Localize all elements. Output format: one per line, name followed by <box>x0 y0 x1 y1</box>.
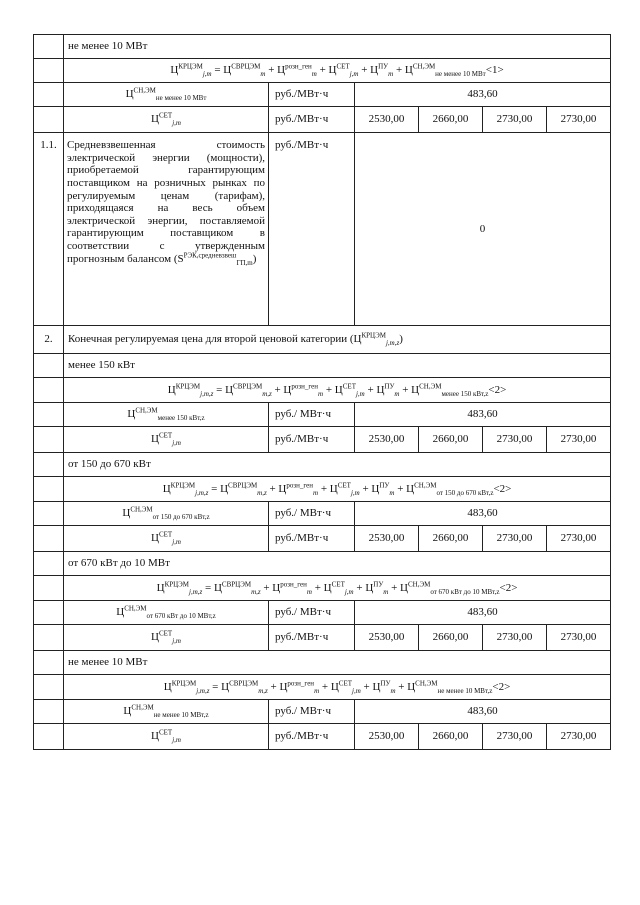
price-formula: $Ц^{КРЦЭМ}_{j,m} = Ц^{СВРЦЭМ}_m + Ц^{розн\_ген}_m + Ц^{СЕТ}_{j,m} + Ц^{ПУ}_m + Ц^{СН,ЭМ}_{не менее 10 МВт}<1>$ <box>64 59 611 83</box>
set-symbol: $Ц^{СЕТ}_{j,m}$ <box>64 625 269 651</box>
set-row <box>34 427 611 453</box>
row-index: 1.1. <box>34 133 64 326</box>
footnote-ref: <1> <box>485 64 504 77</box>
set-value: 2730,00 <box>483 526 547 552</box>
sn-row <box>34 502 611 526</box>
set-value: 2730,00 <box>547 427 611 453</box>
price-formula: $Ц^{КРЦЭМ}_{j,m,z} = Ц^{СВРЦЭМ}_{m,z} + Ц^{розн\_ген}_m + Ц^{СЕТ}_{j,m} + Ц^{ПУ}_m + Ц^{СН,ЭМ}_{от 150 до 670 кВт,z}<2>$ <box>64 477 611 502</box>
sn-row <box>34 83 611 107</box>
formula-row <box>34 675 611 700</box>
index-cell <box>34 403 64 427</box>
index-cell <box>34 59 64 83</box>
set-value: 2730,00 <box>483 724 547 750</box>
set-row <box>34 724 611 750</box>
index-cell <box>34 552 64 576</box>
unit-cell: руб./МВт·ч <box>269 107 355 133</box>
set-value: 2660,00 <box>419 107 483 133</box>
footnote-ref: <2> <box>493 482 512 495</box>
segment-label: от 150 до 670 кВт <box>64 453 611 477</box>
unit-cell: руб./ МВт·ч <box>269 601 355 625</box>
sn-value: 483,60 <box>355 700 611 724</box>
set-value: 2730,00 <box>483 625 547 651</box>
set-row <box>34 107 611 133</box>
set-value: 2730,00 <box>547 107 611 133</box>
price-formula: $Ц^{КРЦЭМ}_{j,m,z} = Ц^{СВРЦЭМ}_{m,z} + Ц^{розн\_ген}_m + Ц^{СЕТ}_{j,m} + Ц^{ПУ}_m + Ц^{СН,ЭМ}_{не менее 10 МВт,z}<2>$ <box>64 675 611 700</box>
set-value: 2660,00 <box>419 724 483 750</box>
footnote-ref: <2> <box>499 581 518 594</box>
sn-symbol: $Ц^{СН,ЭМ}_{менее 150 кВт,z}$ <box>64 403 269 427</box>
set-row <box>34 526 611 552</box>
formula-row <box>34 59 611 83</box>
set-value: 2730,00 <box>547 526 611 552</box>
set-symbol: $Ц^{СЕТ}_{j,m}$ <box>64 724 269 750</box>
sn-value: 483,60 <box>355 502 611 526</box>
sn-symbol: $Ц^{СН,ЭМ}_{от 670 кВт до 10 МВт,z}$ <box>64 601 269 625</box>
formula-row <box>34 378 611 403</box>
set-value: 2660,00 <box>419 625 483 651</box>
sn-value: 483,60 <box>355 403 611 427</box>
unit-cell: руб./МВт·ч <box>269 724 355 750</box>
sn-symbol: $Ц^{СН,ЭМ}_{не менее 10 МВт}$ <box>64 83 269 107</box>
index-cell <box>34 427 64 453</box>
set-value: 2530,00 <box>355 625 419 651</box>
set-symbol: $Ц^{СЕТ}_{j,m}$ <box>64 427 269 453</box>
set-symbol: $Ц^{СЕТ}_{j,m}$ <box>64 526 269 552</box>
unit-cell: руб./ МВт·ч <box>269 700 355 724</box>
set-value: 2530,00 <box>355 526 419 552</box>
sn-value: 483,60 <box>355 601 611 625</box>
unit-cell: руб./МВт·ч <box>269 133 355 326</box>
index-cell <box>34 724 64 750</box>
sn-row <box>34 601 611 625</box>
set-value: 2530,00 <box>355 724 419 750</box>
formula-row <box>34 477 611 502</box>
row-index: 2. <box>34 326 64 354</box>
segment-header-row <box>34 651 611 675</box>
set-row <box>34 625 611 651</box>
unit-cell: руб./МВт·ч <box>269 526 355 552</box>
index-cell <box>34 378 64 403</box>
index-cell <box>34 107 64 133</box>
segment-label: не менее 10 МВт <box>64 35 611 59</box>
sn-symbol: $Ц^{СН,ЭМ}_{от 150 до 670 кВт,z}$ <box>64 502 269 526</box>
set-value: 2730,00 <box>483 107 547 133</box>
segment-header-row <box>34 35 611 59</box>
segment-header-row <box>34 453 611 477</box>
sn-row <box>34 700 611 724</box>
index-cell <box>34 502 64 526</box>
segment-label: не менее 10 МВт <box>64 651 611 675</box>
row-value: 0 <box>355 133 611 326</box>
set-symbol: $Ц^{СЕТ}_{j,m}$ <box>64 107 269 133</box>
footnote-ref: <2> <box>492 680 511 693</box>
set-value: 2730,00 <box>483 427 547 453</box>
unit-cell: руб./МВт·ч <box>269 427 355 453</box>
index-cell <box>34 675 64 700</box>
index-cell <box>34 625 64 651</box>
sn-symbol: $Ц^{СН,ЭМ}_{не менее 10 МВт,z}$ <box>64 700 269 724</box>
price-formula: $Ц^{КРЦЭМ}_{j,m,z} = Ц^{СВРЦЭМ}_{m,z} + Ц^{розн\_ген}_m + Ц^{СЕТ}_{j,m} + Ц^{ПУ}_m + Ц^{СН,ЭМ}_{менее 150 кВт,z}<2>$ <box>64 378 611 403</box>
segment-label: менее 150 кВт <box>64 354 611 378</box>
set-value: 2530,00 <box>355 427 419 453</box>
row-2 <box>34 326 611 354</box>
index-cell <box>34 526 64 552</box>
unit-cell: руб./ МВт·ч <box>269 502 355 526</box>
set-value: 2530,00 <box>355 107 419 133</box>
segment-header-row <box>34 552 611 576</box>
formula-row <box>34 576 611 601</box>
index-cell <box>34 700 64 724</box>
tariff-table <box>33 34 611 750</box>
index-cell <box>34 354 64 378</box>
set-value: 2660,00 <box>419 526 483 552</box>
row-description: Средневзвешенная стоимость электрической энергии (мощности), приобретаемой гарантирующим поставщиком на розничных рынках по регулируемым ценам (тарифам), приходящаяся на весь объем электрической энергии, поставляемой гарантирующим поставщиком в соответствии с утвержденным прогнозным балансом $(S^{РЭК,средневзвеш}_{ГП,m})$ <box>64 133 269 326</box>
index-cell <box>34 576 64 601</box>
index-cell <box>34 453 64 477</box>
index-cell <box>34 35 64 59</box>
footnote-ref: <2> <box>488 383 507 396</box>
price-formula: $Ц^{КРЦЭМ}_{j,m,z} = Ц^{СВРЦЭМ}_{m,z} + Ц^{розн\_ген}_m + Ц^{СЕТ}_{j,m} + Ц^{ПУ}_m + Ц^{СН,ЭМ}_{от 670 кВт до 10 МВт,z}<2>$ <box>64 576 611 601</box>
segment-header-row <box>34 354 611 378</box>
sn-row <box>34 403 611 427</box>
set-value: 2730,00 <box>547 724 611 750</box>
unit-cell: руб./МВт·ч <box>269 83 355 107</box>
index-cell <box>34 83 64 107</box>
index-cell <box>34 651 64 675</box>
segment-label: от 670 кВт до 10 МВт <box>64 552 611 576</box>
unit-cell: руб./МВт·ч <box>269 625 355 651</box>
sn-value: 483,60 <box>355 83 611 107</box>
unit-cell: руб./ МВт·ч <box>269 403 355 427</box>
set-value: 2730,00 <box>547 625 611 651</box>
set-value: 2660,00 <box>419 427 483 453</box>
row-1-1 <box>34 133 611 326</box>
index-cell <box>34 477 64 502</box>
index-cell <box>34 601 64 625</box>
row-title: Конечная регулируемая цена для второй ценовой категории $(Ц^{КРЦЭМ}_{j,m,z})$ <box>64 326 611 354</box>
